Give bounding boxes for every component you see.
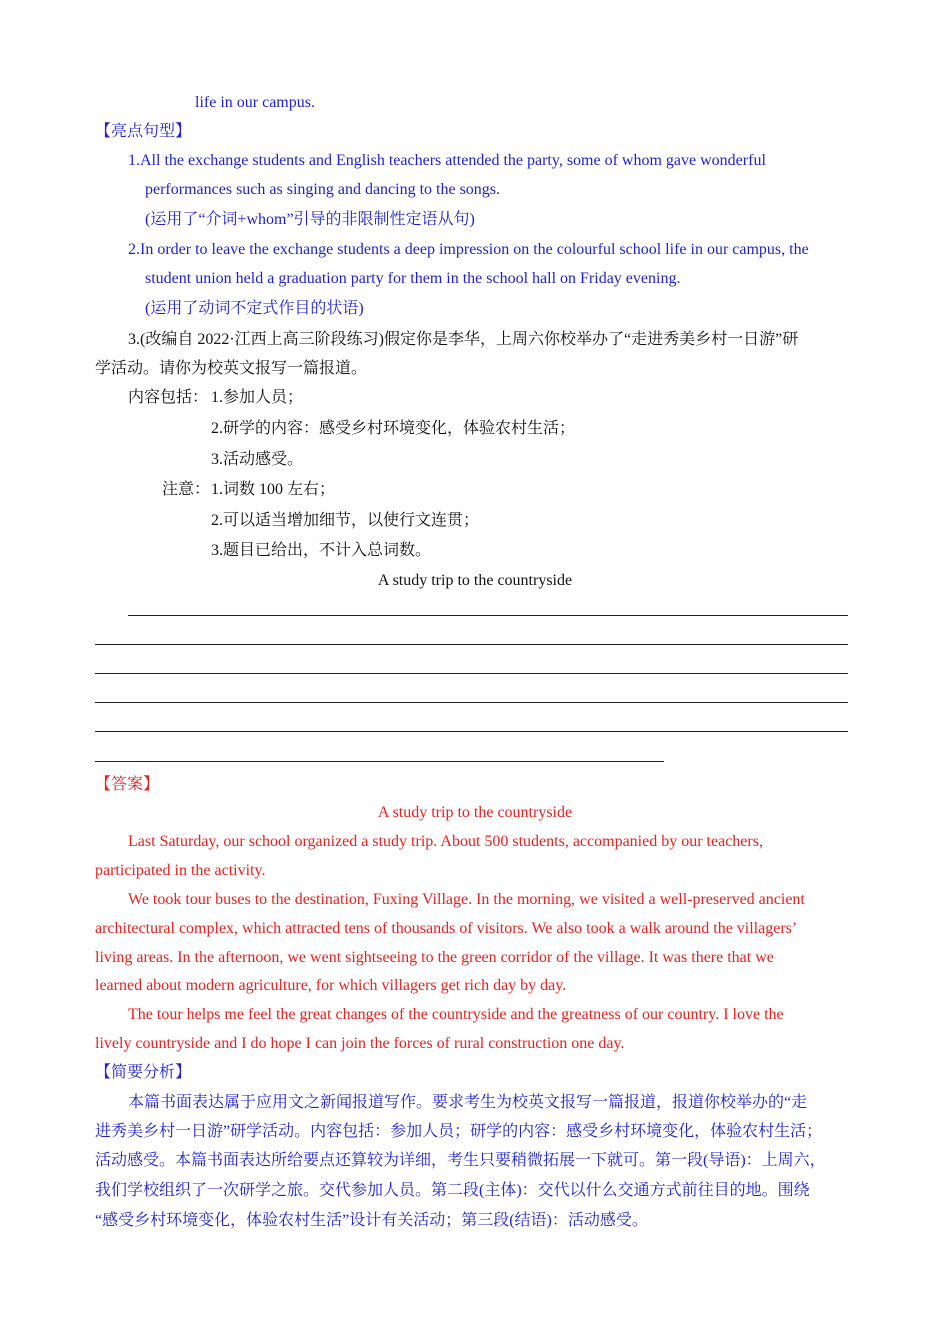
highlight-sentence-2-note: (运用了动词不定式作目的状语) — [145, 300, 364, 317]
answer-title: A study trip to the countryside — [377, 804, 573, 821]
analysis-line-5: “感受乡村环境变化，体验农村生活”设计有关活动；第三段(结语)：活动感受。 — [95, 1212, 648, 1229]
notes-item-2: 2.可以适当增加细节，以使行文连贯； — [211, 512, 480, 529]
highlight-sentence-1-line-2: performances such as singing and dancing to the songs. — [145, 181, 501, 198]
content-item-3: 3.活动感受。 — [211, 451, 304, 468]
notes-item-1: 1.词数 100 左右； — [211, 481, 336, 498]
task-line-2: 学活动。请你为校英文报写一篇报道。 — [95, 360, 368, 377]
notes-item-3: 3.题目已给出，不计入总词数。 — [211, 542, 432, 559]
answer-paragraph-1-line-2: participated in the activity. — [95, 862, 266, 879]
notes-label: 注意： — [162, 481, 211, 498]
answer-paragraph-2-line-3: living areas. In the afternoon, we went sightseeing to the green corridor of the village. It was there that we — [95, 949, 774, 966]
answer-heading: 【答案】 — [95, 776, 160, 793]
answer-paragraph-2-line-4: learned about modern agriculture, for which villagers get rich day by day. — [95, 977, 567, 994]
content-label: 内容包括： — [128, 389, 209, 406]
highlight-heading: 【亮点句型】 — [95, 123, 192, 140]
continued-fragment: life in our campus. — [195, 94, 315, 111]
writing-line — [95, 644, 848, 645]
answer-paragraph-2-line-2: architectural complex, which attracted tens of thousands of visitors. We also took a walk around the villagers’ — [95, 920, 798, 937]
analysis-line-4: 我们学校组织了一次研学之旅。交代参加人员。第二段(主体)：交代以什么交通方式前往目的地。围绕 — [95, 1182, 810, 1199]
writing-line — [95, 761, 664, 762]
analysis-heading: 【简要分析】 — [95, 1064, 192, 1081]
answer-paragraph-3-line-2: lively countryside and I do hope I can join the forces of rural construction one day. — [95, 1035, 625, 1052]
highlight-sentence-2-line-2: student union held a graduation party for them in the school hall on Friday evening. — [145, 270, 681, 287]
writing-line — [95, 702, 848, 703]
analysis-line-1: 本篇书面表达属于应用文之新闻报道写作。要求考生为校英文报写一篇报道，报道你校举办的“走 — [128, 1094, 808, 1111]
content-item-2: 2.研学的内容：感受乡村环境变化，体验农村生活； — [211, 420, 576, 437]
writing-line — [128, 615, 848, 616]
analysis-line-3: 活动感受。本篇书面表达所给要点还算较为详细，考生只要稍微拓展一下就可。第一段(导语)：上周六， — [95, 1152, 826, 1169]
highlight-sentence-1-note: (运用了“介词+whom”引导的非限制性定语从句) — [145, 211, 475, 228]
highlight-sentence-2-line-1: 2.In order to leave the exchange students a deep impression on the colourful school life in our campus, the — [128, 241, 809, 258]
highlight-sentence-1-line-1: 1.All the exchange students and English teachers attended the party, some of whom gave wonderful — [128, 152, 766, 169]
analysis-line-2: 进秀美乡村一日游”研学活动。内容包括：参加人员；研学的内容：感受乡村环境变化，体验农村生活； — [95, 1123, 823, 1140]
writing-line — [95, 673, 848, 674]
task-title: A study trip to the countryside — [377, 572, 573, 589]
content-item-1: 1.参加人员； — [211, 389, 304, 406]
task-line-1: 3.(改编自 2022·江西上高三阶段练习)假定你是李华，上周六你校举办了“走进秀美乡村一日游”研 — [128, 331, 799, 348]
answer-paragraph-2-line-1: We took tour buses to the destination, Fuxing Village. In the morning, we visited a well-preserved ancient — [128, 891, 805, 908]
writing-line — [95, 731, 848, 732]
answer-paragraph-1-line-1: Last Saturday, our school organized a study trip. About 500 students, accompanied by our teachers, — [128, 833, 763, 850]
answer-paragraph-3-line-1: The tour helps me feel the great changes of the countryside and the greatness of our country. I love the — [128, 1006, 784, 1023]
